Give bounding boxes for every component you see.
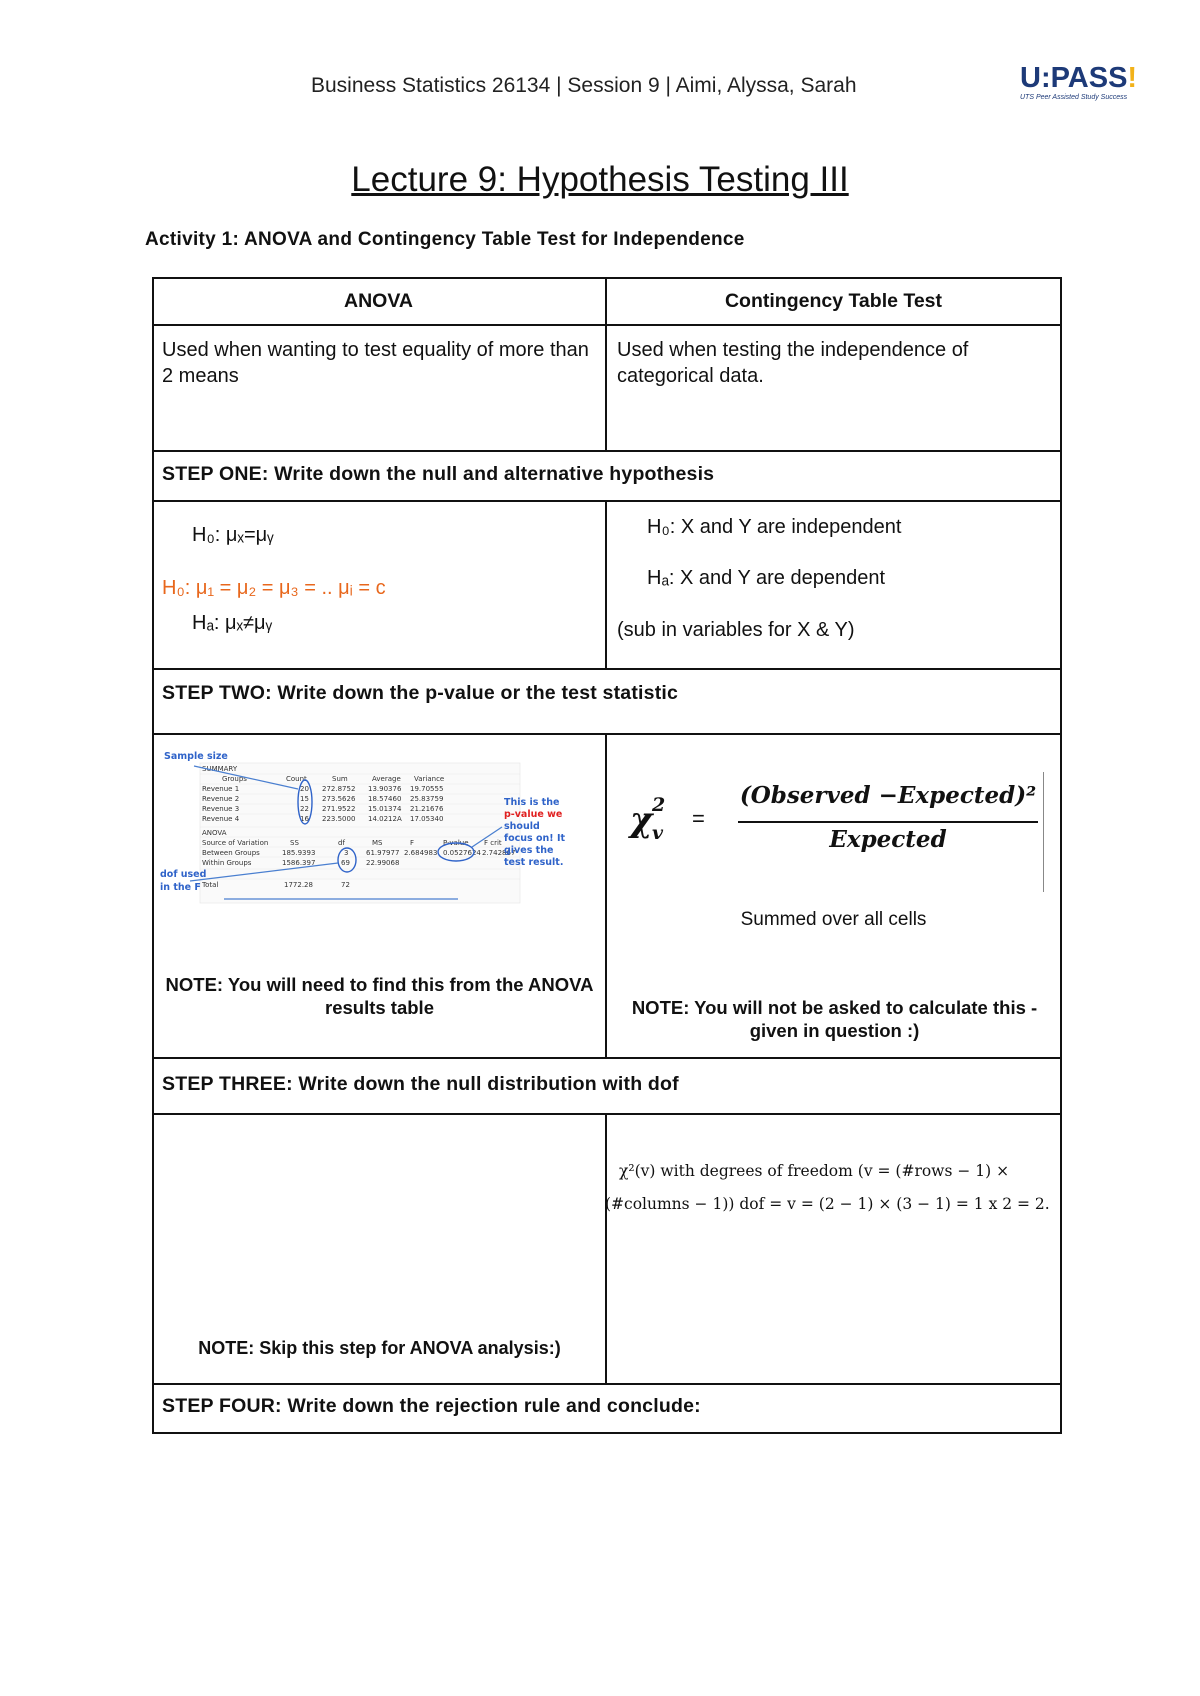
contingency-usage-text: Used when testing the independence of categorical data. <box>617 339 969 387</box>
anova-header-cell: df <box>338 839 345 847</box>
formula-lhs: χ 2 v <box>630 794 666 844</box>
upass-logo <box>1020 62 1150 108</box>
anova-step3-note: NOTE: Skip this step for ANOVA analysis:) <box>198 1338 561 1358</box>
anova-header-cell: P-value <box>443 839 469 847</box>
ct-null-hypothesis: H₀: X and Y are independent <box>647 516 902 538</box>
summary-cell: 25.83759 <box>410 795 444 803</box>
anova-null-hypothesis: H₀: μₓ=μᵧ <box>192 524 274 546</box>
dof-line-1: χ²(v) with degrees of freedom (v = (#rows − 1) × <box>619 1162 1010 1180</box>
anova-cell: 69 <box>341 859 350 867</box>
summary-cell: 22 <box>300 805 309 813</box>
anova-cell: 2.742867 <box>482 849 516 857</box>
step-four-heading: STEP FOUR: Write down the rejection rule and conclude: <box>162 1395 701 1417</box>
summary-cell: 18.57460 <box>368 795 402 803</box>
summary-header-cell: Groups <box>222 775 247 783</box>
formula-caption: Summed over all cells <box>740 909 927 930</box>
anova-header-cell: F <box>410 839 415 847</box>
summary-cell: 15 <box>300 795 309 803</box>
anova-null-hypothesis-general: H₀: μ₁ = μ₂ = μ₃ = .. μᵢ = c <box>162 577 386 599</box>
summary-cell: 223.5000 <box>322 815 356 823</box>
sample-size-label: Sample size <box>164 751 228 762</box>
summary-cell: 273.5626 <box>322 795 356 803</box>
summary-cell: 14.0212A <box>368 815 402 823</box>
formula-equals: = <box>692 806 705 831</box>
formula-bracket <box>1043 772 1044 892</box>
summary-cell: 16 <box>300 815 309 823</box>
logo-exclamation-icon: ! <box>1127 62 1138 94</box>
logo-text: U:PASS <box>1020 62 1128 94</box>
anova-cell: 1772.28 <box>284 881 313 889</box>
summary-header-cell: Variance <box>414 775 445 783</box>
summary-header-cell: Sum <box>332 775 348 783</box>
fraction-bar <box>738 821 1038 823</box>
pvalue-annotation: This is the p-value we should focus on! It gives the test result. <box>504 797 566 868</box>
column-header-anova: ANOVA <box>344 290 413 312</box>
summary-cell: Revenue 2 <box>202 795 240 803</box>
activity-table <box>152 277 1062 1434</box>
summary-cell: 19.70555 <box>410 785 444 793</box>
logo-tagline: UTS Peer Assisted Study Success <box>1020 94 1128 101</box>
anova-header-cell: F crit <box>484 839 502 847</box>
anova-step2-note: NOTE: You will need to find this from the ANOVA results table <box>165 974 594 1018</box>
anova-cell: 185.9393 <box>282 849 316 857</box>
document-header: Business Statistics 26134 | Session 9 | Aimi, Alyssa, Sarah <box>311 74 857 97</box>
summary-cell: 21.21676 <box>410 805 444 813</box>
summary-cell: 20 <box>300 785 309 793</box>
summary-cell: 272.8752 <box>322 785 356 793</box>
column-header-contingency: Contingency Table Test <box>724 290 943 312</box>
dof-annotation: dof used in the F <box>160 869 207 893</box>
summary-cell: Revenue 3 <box>202 805 240 813</box>
summary-cell: 13.90376 <box>368 785 402 793</box>
ct-variables-note: (sub in variables for X & Y) <box>617 619 855 641</box>
dof-formula <box>605 1155 1055 1221</box>
summary-cell: 271.9522 <box>322 805 356 813</box>
activity-heading: Activity 1: ANOVA and Contingency Table Test for Independence <box>145 229 745 250</box>
anova-header-cell: SS <box>290 839 299 847</box>
dof-line-2: (#columns − 1)) dof = v = (2 − 1) × (3 − 1) = 1 x 2 = 2. <box>605 1195 1050 1213</box>
step-two-heading: STEP TWO: Write down the p-value or the test statistic <box>162 682 679 704</box>
anova-header-cell: Source of Variation <box>202 839 269 847</box>
anova-cell: Within Groups <box>202 859 252 867</box>
anova-cell: 72 <box>341 881 350 889</box>
anova-row <box>202 859 399 867</box>
formula-numerator: (Observed −Expected)² <box>739 782 1037 809</box>
step-one-heading: STEP ONE: Write down the null and alternative hypothesis <box>162 463 715 485</box>
anova-cell: Total <box>202 881 219 889</box>
ct-alternative-hypothesis: Hₐ: X and Y are dependent <box>647 567 885 589</box>
anova-cell: 3 <box>344 849 349 857</box>
anova-cell: 0.0527624 <box>443 849 481 857</box>
summary-cell: 15.01374 <box>368 805 402 813</box>
ct-step2-note: NOTE: You will not be asked to calculate this - given in question :) <box>631 997 1038 1041</box>
chi-square-formula <box>620 782 1050 892</box>
summary-header-cell: Count <box>286 775 307 783</box>
summary-cell: Revenue 4 <box>202 815 240 823</box>
summary-header-cell: Average <box>372 775 401 783</box>
anova-output-screenshot <box>160 749 608 914</box>
anova-cell: 22.99068 <box>366 859 400 867</box>
summary-title: SUMMARY <box>202 765 238 773</box>
anova-usage-text: Used when wanting to test equality of more than 2 means <box>162 339 589 387</box>
summary-cell: Revenue 1 <box>202 785 240 793</box>
anova-header-cell: MS <box>372 839 383 847</box>
summary-cell: 17.05340 <box>410 815 444 823</box>
anova-cell: 2.684983 <box>404 849 438 857</box>
anova-cell: 61.97977 <box>366 849 400 857</box>
anova-cell: 1586.397 <box>282 859 316 867</box>
anova-table-title: ANOVA <box>202 829 227 837</box>
anova-cell: Between Groups <box>202 849 260 857</box>
step-three-heading: STEP THREE: Write down the null distribution with dof <box>162 1073 679 1095</box>
formula-denominator: Expected <box>829 826 947 853</box>
page-title: Lecture 9: Hypothesis Testing III <box>351 160 849 199</box>
anova-alternative-hypothesis: Hₐ: μₓ≠μᵧ <box>192 612 273 634</box>
